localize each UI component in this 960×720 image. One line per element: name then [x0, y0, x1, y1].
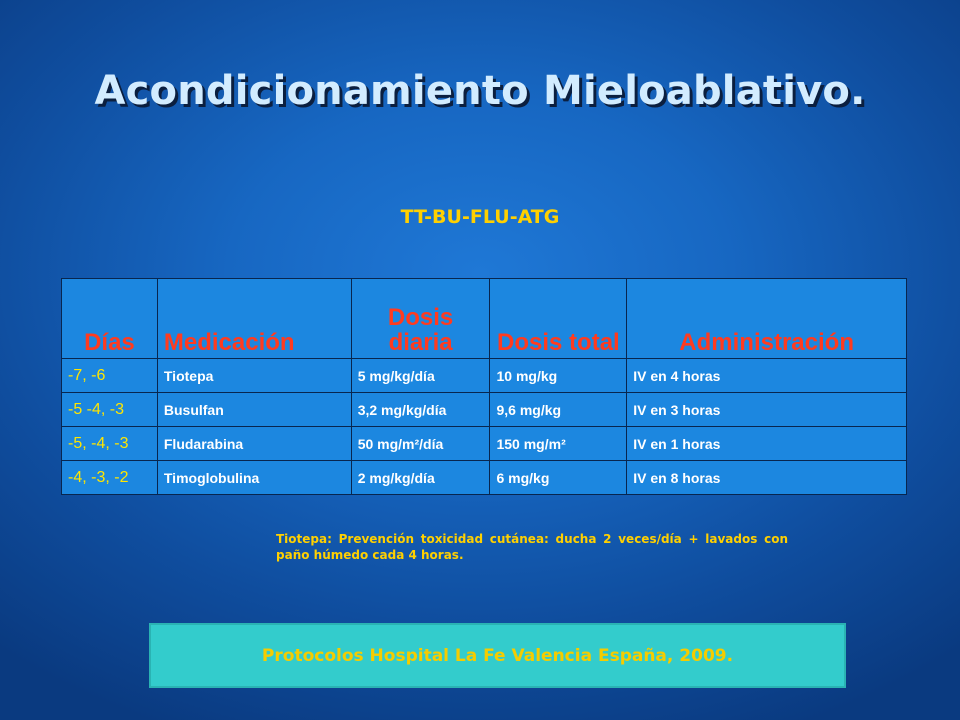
cell-medication: Busulfan: [157, 393, 351, 427]
table-header-row: [62, 279, 907, 359]
header-medication: Medicación: [157, 279, 351, 359]
header-total-dose: Dosis total: [490, 279, 627, 359]
cell-total-dose: 150 mg/m²: [490, 427, 627, 461]
cell-administration: IV en 1 horas: [627, 427, 907, 461]
source-box: [149, 623, 846, 688]
cell-total-dose: 6 mg/kg: [490, 461, 627, 495]
cell-medication: Timoglobulina: [157, 461, 351, 495]
cell-daily-dose: 2 mg/kg/día: [351, 461, 490, 495]
cell-administration: IV en 3 horas: [627, 393, 907, 427]
cell-daily-dose: 3,2 mg/kg/día: [351, 393, 490, 427]
cell-total-dose: 10 mg/kg: [490, 359, 627, 393]
cell-daily-dose: 50 mg/m²/día: [351, 427, 490, 461]
cell-days: -5, -4, -3: [62, 427, 158, 461]
regimen-subtitle: TT-BU-FLU-ATG: [400, 206, 560, 228]
table-row: [62, 427, 907, 461]
tiotepa-note: Tiotepa: Prevención toxicidad cutánea: ducha 2 veces/día + lavados con paño húmedo cada 4 horas.: [276, 532, 788, 563]
conditioning-table: [61, 278, 907, 495]
header-days: Días: [62, 279, 158, 359]
table-row: [62, 393, 907, 427]
source-citation: Protocolos Hospital La Fe Valencia España, 2009.: [261, 645, 734, 666]
cell-daily-dose: 5 mg/kg/día: [351, 359, 490, 393]
header-administration: Administración: [627, 279, 907, 359]
header-daily-dose: Dosis diaria: [351, 279, 490, 359]
cell-days: -7, -6: [62, 359, 158, 393]
cell-medication: Fludarabina: [157, 427, 351, 461]
cell-days: -5 -4, -3: [62, 393, 158, 427]
cell-days: -4, -3, -2: [62, 461, 158, 495]
table-row: [62, 359, 907, 393]
table-row: [62, 461, 907, 495]
cell-administration: IV en 8 horas: [627, 461, 907, 495]
cell-total-dose: 9,6 mg/kg: [490, 393, 627, 427]
slide-title: Acondicionamiento Mieloablativo.: [94, 68, 866, 114]
cell-administration: IV en 4 horas: [627, 359, 907, 393]
cell-medication: Tiotepa: [157, 359, 351, 393]
